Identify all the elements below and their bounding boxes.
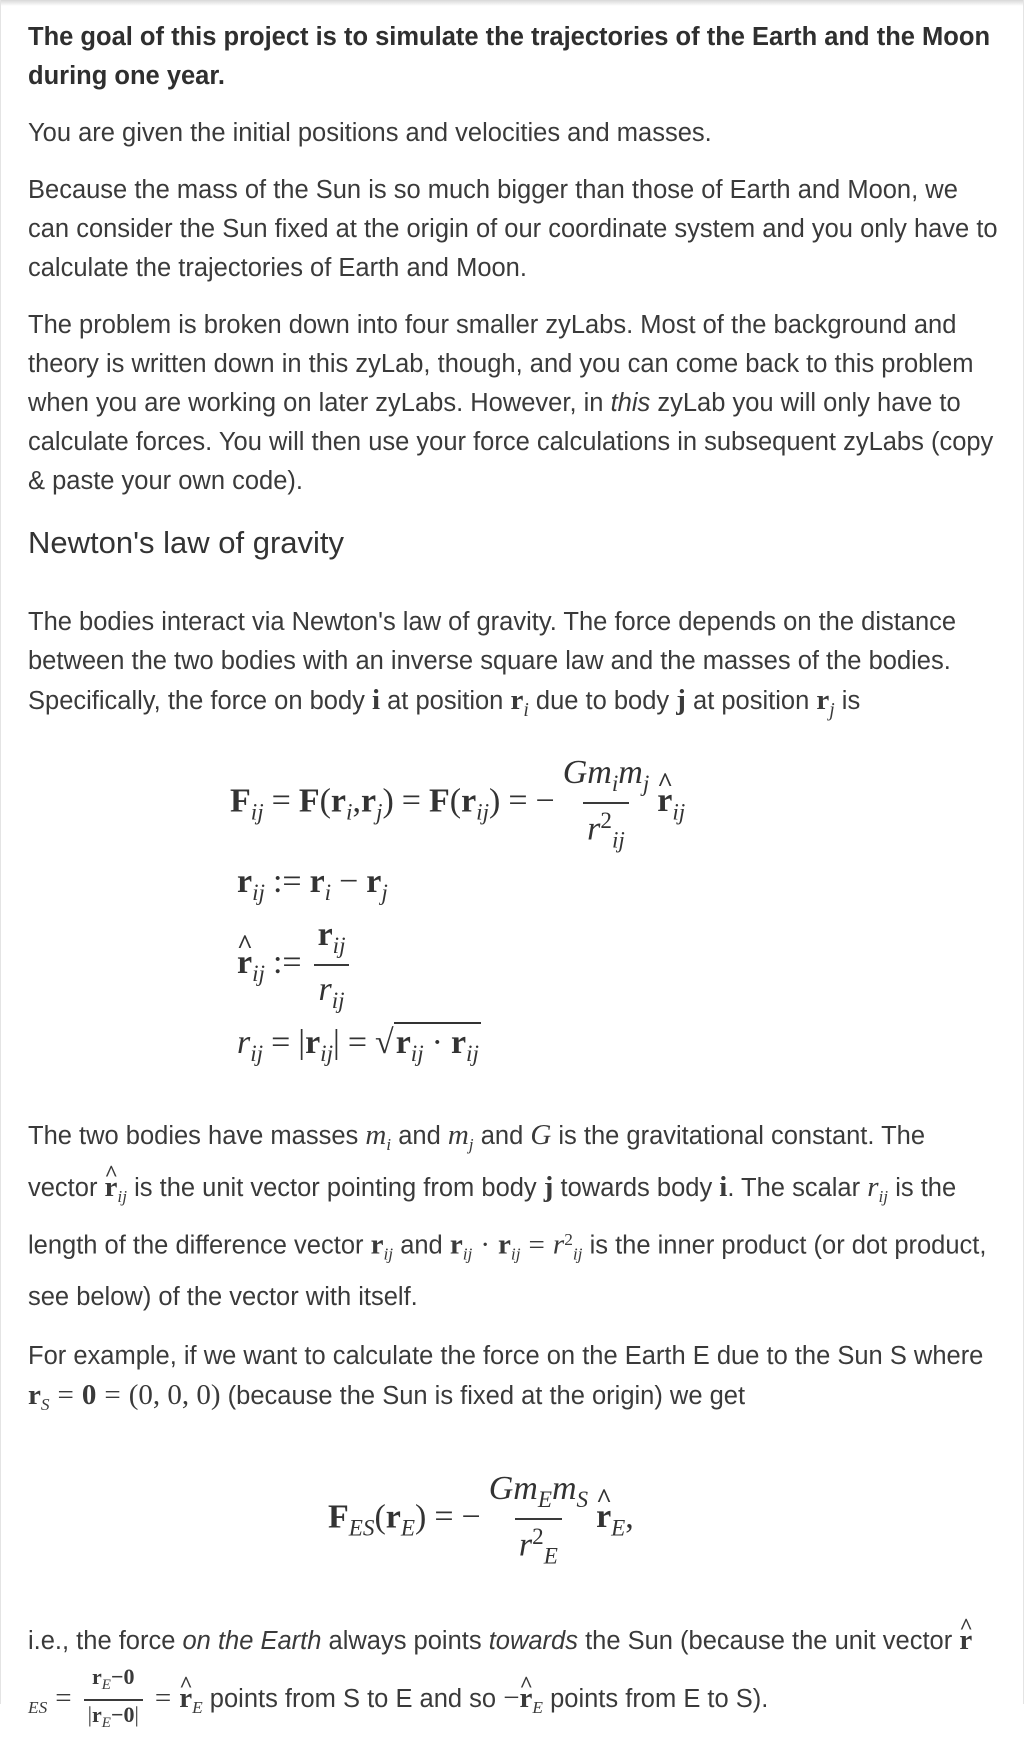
earth-sun-force-equation (28, 1442, 1000, 1597)
direction-paragraph (28, 1616, 1000, 1734)
sym: ij (332, 933, 346, 960)
sym: ^ r (237, 942, 252, 985)
sym: r (305, 1024, 321, 1062)
sym: r (309, 863, 325, 901)
sym: j (376, 799, 383, 826)
intro-paragraph-given: You are given the initial positions and velocities and masses. (28, 119, 712, 147)
sym: r (867, 1170, 879, 1203)
fraction (559, 752, 654, 856)
text: is (834, 687, 861, 715)
text: at position (685, 687, 817, 715)
text: and (473, 1121, 531, 1150)
emphasis: on the Earth (182, 1626, 322, 1655)
sym: · (480, 1228, 491, 1261)
text: always points (321, 1626, 489, 1655)
sym: ij (466, 1041, 479, 1068)
sym: E (537, 1486, 552, 1513)
gravity-paragraph (28, 603, 1000, 730)
sym: ij (320, 1041, 334, 1068)
text: The bodies interact via Newton's law of gravity. The force depends on the distance between the two bodies with an inverse square law and the masses of the bodies. Specifically, the force on body (28, 608, 957, 715)
sym: = (57, 1378, 74, 1411)
sym: ) (382, 782, 394, 820)
sym: ^ r (959, 1616, 972, 1665)
sym: −0 (110, 1702, 135, 1728)
sym: j (381, 880, 388, 907)
sym: j (543, 1170, 554, 1203)
sym: i (523, 698, 529, 721)
sym: = (401, 782, 421, 820)
text: is the inner product (or dot product, see below) of the vector with itself. (28, 1231, 987, 1311)
denominator (515, 1518, 562, 1572)
text: due to body (528, 687, 677, 715)
sym: 2 (564, 1230, 573, 1250)
intro-paragraph-zylabs (28, 306, 1000, 501)
sym: | (134, 1702, 139, 1728)
text: is the unit vector pointing from body (127, 1173, 544, 1202)
sqrt-sign: √ (375, 1024, 394, 1062)
sym: r (449, 1228, 463, 1261)
math-rj (816, 684, 835, 721)
sym: r (395, 1024, 411, 1062)
sym: S (40, 1394, 50, 1414)
sym: m (551, 1469, 577, 1507)
sym: G (562, 753, 588, 791)
numerator (559, 752, 654, 802)
sym: = (347, 1024, 368, 1062)
sym: ^ r (105, 1166, 118, 1209)
sym: ( (319, 782, 331, 820)
sym: ( (449, 782, 462, 820)
distance-definition (237, 1022, 481, 1069)
emphasis: towards (488, 1626, 578, 1655)
sym: = (154, 1681, 172, 1714)
sym: E (101, 1715, 111, 1732)
sym: , (352, 782, 361, 820)
text: points from E to S). (543, 1684, 769, 1713)
sym: r (370, 1228, 384, 1261)
sym: F (298, 782, 320, 820)
example-paragraph (28, 1337, 1000, 1424)
numerator (485, 1468, 592, 1518)
text: and (391, 1121, 448, 1150)
denominator (314, 964, 348, 1016)
earth-force-formula (328, 1468, 634, 1572)
sym: ij (476, 799, 490, 826)
sym: − (535, 782, 555, 820)
sym: F (328, 1498, 349, 1536)
force-equation (230, 752, 685, 856)
text: points from S to E and so (202, 1684, 504, 1713)
sym: E (192, 1697, 203, 1717)
sym: ^ r (657, 780, 672, 823)
fraction (314, 914, 350, 1016)
sym: = (434, 1498, 454, 1536)
difference-vector-definition (237, 861, 388, 908)
sym: ij (250, 1041, 264, 1068)
math-j: j (676, 684, 686, 716)
sym: ij (331, 988, 345, 1015)
sym: − (339, 863, 359, 901)
sym: (0, 0, 0) (128, 1378, 221, 1411)
sym: j (642, 770, 650, 797)
sym: ) (489, 782, 501, 820)
sym: r (552, 1228, 565, 1261)
sym: F (428, 782, 450, 820)
sym: r (237, 863, 253, 901)
masses-paragraph (28, 1114, 1000, 1319)
sym: G (488, 1469, 514, 1507)
denominator (583, 802, 629, 856)
emphasis: this (610, 389, 651, 417)
sym: r (385, 1498, 401, 1536)
sym: i (346, 799, 353, 826)
sym: m (447, 1118, 469, 1151)
sym: r (518, 1526, 533, 1564)
text: i.e., the force (28, 1626, 183, 1655)
sym: ij (611, 827, 625, 854)
math-i: i (371, 684, 381, 716)
text: . The scalar (727, 1173, 868, 1202)
sym: r (92, 1663, 102, 1689)
text: the Sun (because the unit vector (577, 1626, 960, 1655)
sym: ^ r (520, 1674, 533, 1723)
lab-description (28, 18, 1000, 1752)
sym: = (528, 1228, 545, 1261)
sym: r (366, 863, 382, 901)
sym: E (101, 1677, 111, 1694)
sym: | (298, 1024, 306, 1062)
sym: F (230, 782, 251, 820)
sym: ^ r (179, 1674, 192, 1723)
sym: ij (252, 880, 265, 907)
text: zyLab you will only have to calculate forces. You will then use your force calculations in subsequent zyLabs (copy & paste your own code). (28, 389, 994, 495)
sym: = (104, 1378, 121, 1411)
sym: r (318, 971, 332, 1009)
sym: ij (383, 1244, 394, 1264)
sym: r (498, 1228, 511, 1261)
text: (because the Sun is fixed at the origin) we get (220, 1381, 746, 1410)
sym: 2 (600, 807, 612, 834)
sym: S (576, 1486, 589, 1513)
sym: = (271, 1024, 291, 1062)
sym: E (400, 1515, 415, 1542)
sym: ij (672, 799, 686, 826)
sym: ( (374, 1498, 386, 1536)
sym: r (330, 782, 347, 820)
sym: r (461, 782, 477, 820)
sym: ES (28, 1697, 48, 1717)
sym: r (317, 916, 333, 954)
sym: r (816, 684, 830, 716)
sym: E (532, 1697, 544, 1717)
sym: ij (117, 1187, 128, 1207)
sym: j (829, 698, 835, 721)
sym: r (450, 1024, 467, 1062)
sym: r (360, 782, 377, 820)
sym: r (92, 1702, 102, 1728)
text: For example, if we want to calculate the force on the Earth E due to the Sun S where (28, 1341, 984, 1370)
fraction (485, 1468, 592, 1572)
section-heading: Newton's law of gravity (28, 525, 345, 560)
sym: i (611, 770, 619, 797)
fraction (84, 1663, 143, 1734)
denominator (84, 1699, 143, 1734)
sym: , (625, 1498, 634, 1536)
numerator (314, 914, 350, 964)
top-shadow (0, 0, 1024, 6)
sym: ij (510, 1244, 521, 1264)
sym: := (272, 863, 302, 901)
left-border (0, 0, 1, 1704)
numerator (88, 1663, 138, 1699)
sym: 2 (532, 1523, 544, 1550)
sym: i (324, 880, 332, 907)
sym: − (461, 1498, 481, 1536)
sym: := (272, 944, 302, 982)
sym: r (510, 684, 524, 716)
math-ri (510, 684, 529, 721)
sym: i (719, 1170, 728, 1203)
sym: = (508, 782, 528, 820)
text: The problem is broken down into four smaller zyLabs. Most of the background and theory is written down in this zyLab, though, and you can come back to this problem when you are working on later zyLabs. However, in (28, 311, 974, 417)
sym: r (237, 1024, 251, 1062)
sym: · (431, 1024, 443, 1062)
sym: m (587, 753, 612, 791)
unit-vector-definition (237, 914, 354, 1016)
project-goal: The goal of this project is to simulate the trajectories of the Earth and the Moon during one year. (28, 23, 991, 90)
sym: ) (415, 1498, 427, 1536)
text: towards body (553, 1173, 720, 1202)
sym: | (333, 1024, 340, 1062)
gravity-equations (28, 748, 1000, 1095)
sym: ij (462, 1244, 473, 1264)
sym: E (543, 1543, 558, 1570)
sym: r (587, 810, 601, 848)
sym: | (87, 1702, 93, 1728)
sym: ij (572, 1244, 583, 1264)
text: The two bodies have masses (28, 1121, 366, 1150)
radicand (394, 1022, 481, 1068)
sym: ij (410, 1041, 424, 1068)
sym: m (618, 753, 643, 791)
sym: −0 (110, 1663, 135, 1689)
sym: i (386, 1134, 392, 1154)
text: is the gravitational constant. The vector (28, 1121, 926, 1202)
sym: = (55, 1681, 72, 1714)
text: at position (380, 687, 511, 715)
sym: E (611, 1515, 626, 1542)
sym: j (468, 1134, 474, 1154)
sym: ij (878, 1187, 889, 1207)
sym: m (513, 1469, 538, 1507)
sym: = (271, 782, 291, 820)
sym: ij (250, 799, 264, 826)
sym: ij (252, 961, 265, 988)
text: and (393, 1231, 450, 1260)
intro-paragraph-sun: Because the mass of the Sun is so much bigger than those of Earth and Moon, we can consider the Sun fixed at the origin of our coordinate system and you only have to calculate the trajectories of Earth and Moon. (28, 176, 998, 282)
sym: m (365, 1118, 387, 1151)
sym: 0 (81, 1378, 97, 1411)
text: is the length of the difference vector (28, 1173, 957, 1260)
sym: r (28, 1378, 41, 1411)
sym: − (503, 1681, 520, 1714)
sym: ES (348, 1515, 375, 1542)
sym: ^ r (596, 1496, 611, 1539)
sym: G (530, 1118, 552, 1151)
